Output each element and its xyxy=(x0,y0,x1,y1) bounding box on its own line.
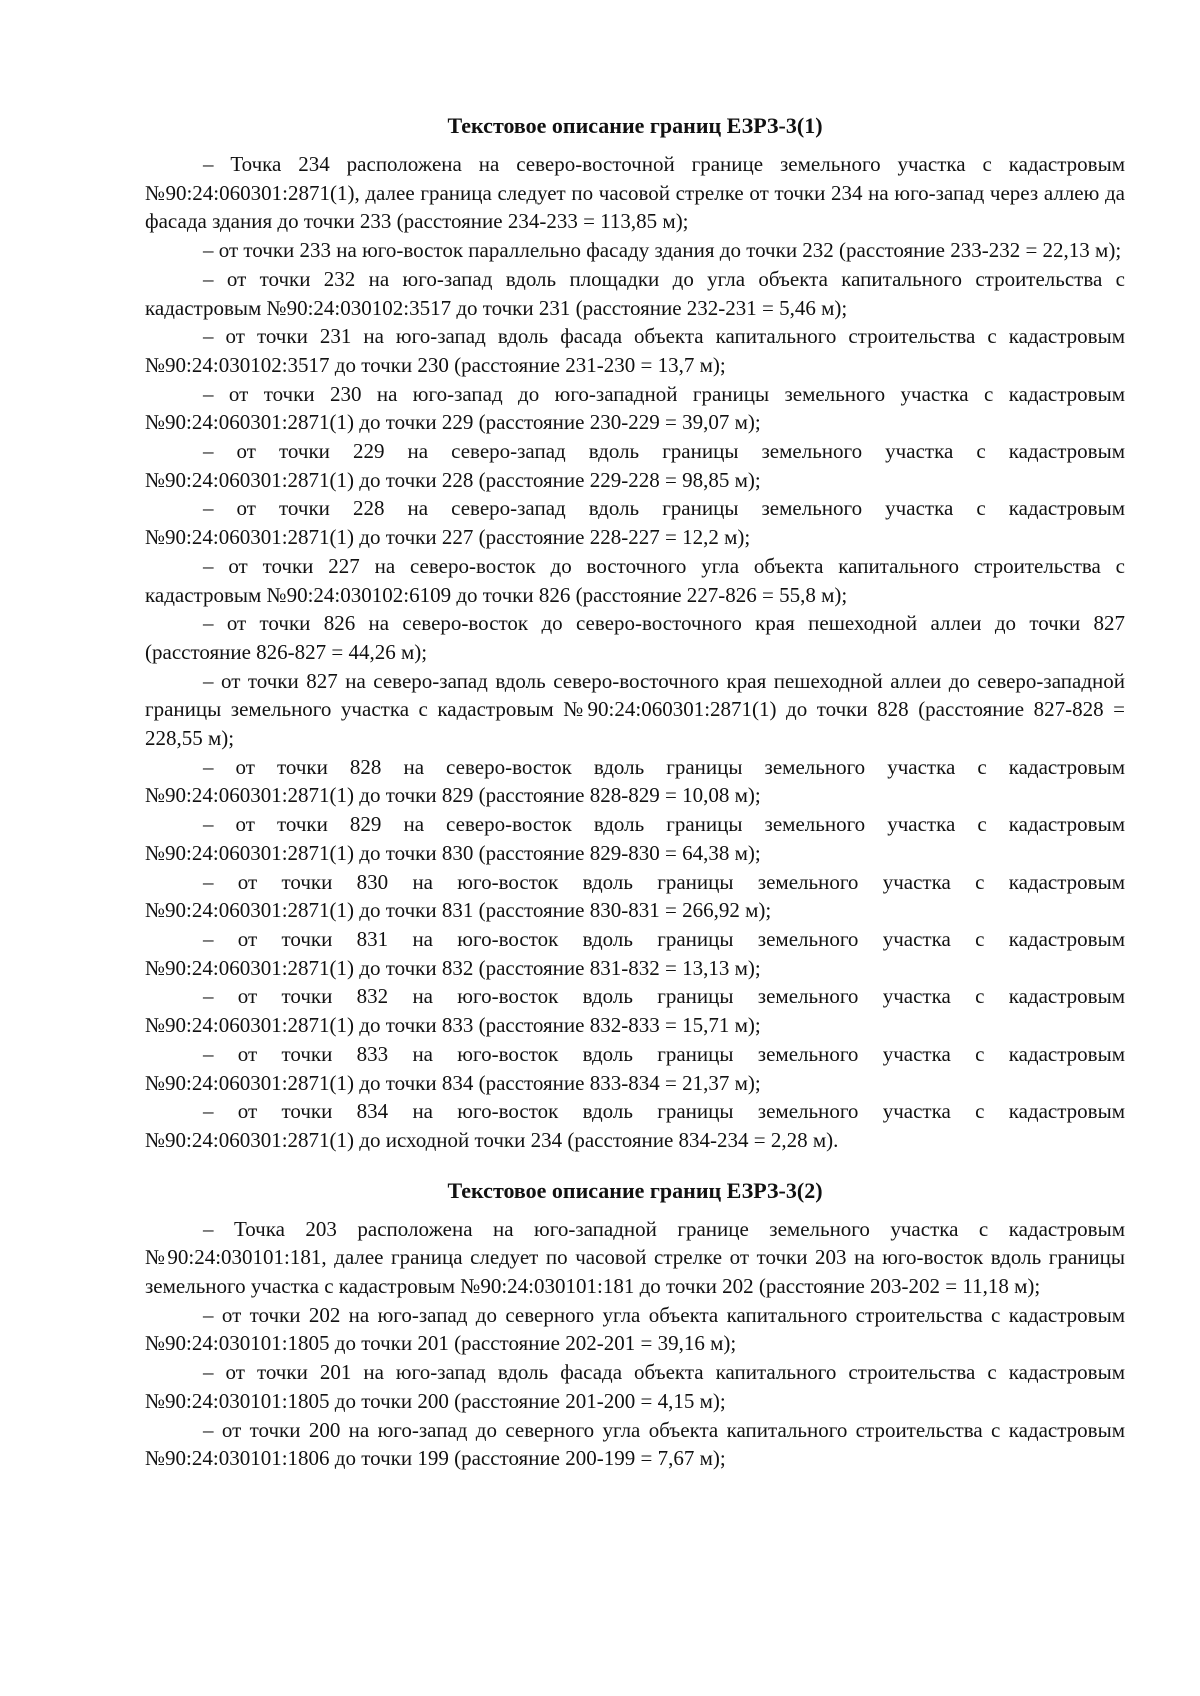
paragraph: – от точки 233 на юго-восток параллельно фасаду здания до точки 232 (расстояние 233-232 = 22,13 м); xyxy=(203,238,1122,263)
paragraph: – от точки 830 на юго-восток вдоль границы земельного участка с кадастровым №90:24:060301:2871(1) до точки 831 (расстояние 830-831 = 266,92 м); xyxy=(145,869,1125,923)
paragraph: – от точки 229 на северо-запад вдоль границы земельного участка с кадастровым №90:24:060301:2871(1) до точки 228 (расстояние 229-228 = 98,85 м); xyxy=(145,439,1125,492)
paragraph: – от точки 228 на северо-запад вдоль границы земельного участка с кадастровым №90:24:060301:2871(1) до точки 227 (расстояние 228-227 = 12,2 м); xyxy=(145,496,1125,550)
paragraph: – от точки 831 на юго-восток вдоль границы земельного участка с кадастровым №90:24:060301:2871(1) до точки 832 (расстояние 831-832 = 13,13 м); xyxy=(145,926,1125,980)
paragraph: – от точки 827 на северо-запад вдоль северо-восточного края пешеходной аллеи до северо-западной границы земельного участка с кадастровым №90:24:060301:2871(1) до точки 828 (расстояние 827-828 = 228,55 м); xyxy=(145,668,1125,751)
paragraph: – от точки 826 на северо-восток до северо-восточного края пешеходной аллеи до точки 827 (расстояние 826-827 = 44,26 м); xyxy=(145,611,1125,664)
paragraph: – от точки 231 на юго-запад вдоль фасада объекта капитального строительства с кадастровым №90:24:030102:3517 до точки 230 (расстояние 231-230 = 13,7 м); xyxy=(145,324,1125,377)
paragraph: – Точка 234 расположена на северо-восточной границе земельного участка с кадастровым №90:24:060301:2871(1), далее граница следует по часовой стрелке от точки 234 на юго-запад через аллею да фасада здания до точки 233 (расстояние 234-233 = 113,85 м); xyxy=(145,152,1125,234)
paragraph: – от точки 232 на юго-запад вдоль площадки до угла объекта капитального строительства с кадастровым №90:24:030102:3517 до точки 231 (расстояние 232-231 = 5,46 м); xyxy=(145,266,1125,320)
paragraph: – от точки 834 на юго-восток вдоль границы земельного участка с кадастровым №90:24:060301:2871(1) до исходной точки 234 (расстояние 834-234 = 2,28 м). xyxy=(145,1099,1125,1152)
section-1-body xyxy=(145,150,1125,1155)
paragraph: – от точки 828 на северо-восток вдоль границы земельного участка с кадастровым №90:24:060301:2871(1) до точки 829 (расстояние 828-829 = 10,08 м); xyxy=(145,754,1125,808)
document-page xyxy=(145,112,1125,1473)
paragraph: – от точки 201 на юго-запад вдоль фасада объекта капитального строительства с кадастровым №90:24:030101:1805 до точки 200 (расстояние 201-200 = 4,15 м); xyxy=(145,1360,1125,1413)
paragraph: – от точки 832 на юго-восток вдоль границы земельного участка с кадастровым №90:24:060301:2871(1) до точки 833 (расстояние 832-833 = 15,71 м); xyxy=(145,984,1125,1038)
paragraph: – от точки 833 на юго-восток вдоль границы земельного участка с кадастровым №90:24:060301:2871(1) до точки 834 (расстояние 833-834 = 21,37 м); xyxy=(145,1041,1125,1095)
paragraph: – от точки 200 на юго-запад до северного угла объекта капитального строительства с кадастровым №90:24:030101:1806 до точки 199 (расстояние 200-199 = 7,67 м); xyxy=(145,1417,1125,1471)
section-2-title: Текстовое описание границ ЕЗРЗ-3(2) xyxy=(447,1177,823,1203)
paragraph: – от точки 202 на юго-запад до северного угла объекта капитального строительства с кадастровым №90:24:030101:1805 до точки 201 (расстояние 202-201 = 39,16 м); xyxy=(145,1302,1125,1356)
paragraph: – от точки 227 на северо-восток до восточного угла объекта капитального строительства с кадастровым №90:24:030102:6109 до точки 826 (расстояние 227-826 = 55,8 м); xyxy=(145,553,1125,607)
paragraph: – от точки 829 на северо-восток вдоль границы земельного участка с кадастровым №90:24:060301:2871(1) до точки 830 (расстояние 829-830 = 64,38 м); xyxy=(145,812,1125,865)
section-1-title: Текстовое описание границ ЕЗРЗ-3(1) xyxy=(447,113,823,138)
section-2-body xyxy=(145,1215,1125,1473)
paragraph: – Точка 203 расположена на юго-западной границе земельного участка с кадастровым №90:24:030101:181, далее граница следует по часовой стрелке от точки 203 на юго-восток вдоль границы земельного участка с кадастровым №90:24:030101:181 до точки 202 (расстояние 203-202 = 11,18 м); xyxy=(145,1216,1125,1299)
paragraph: – от точки 230 на юго-запад до юго-западной границы земельного участка с кадастровым №90:24:060301:2871(1) до точки 229 (расстояние 230-229 = 39,07 м); xyxy=(145,381,1125,435)
